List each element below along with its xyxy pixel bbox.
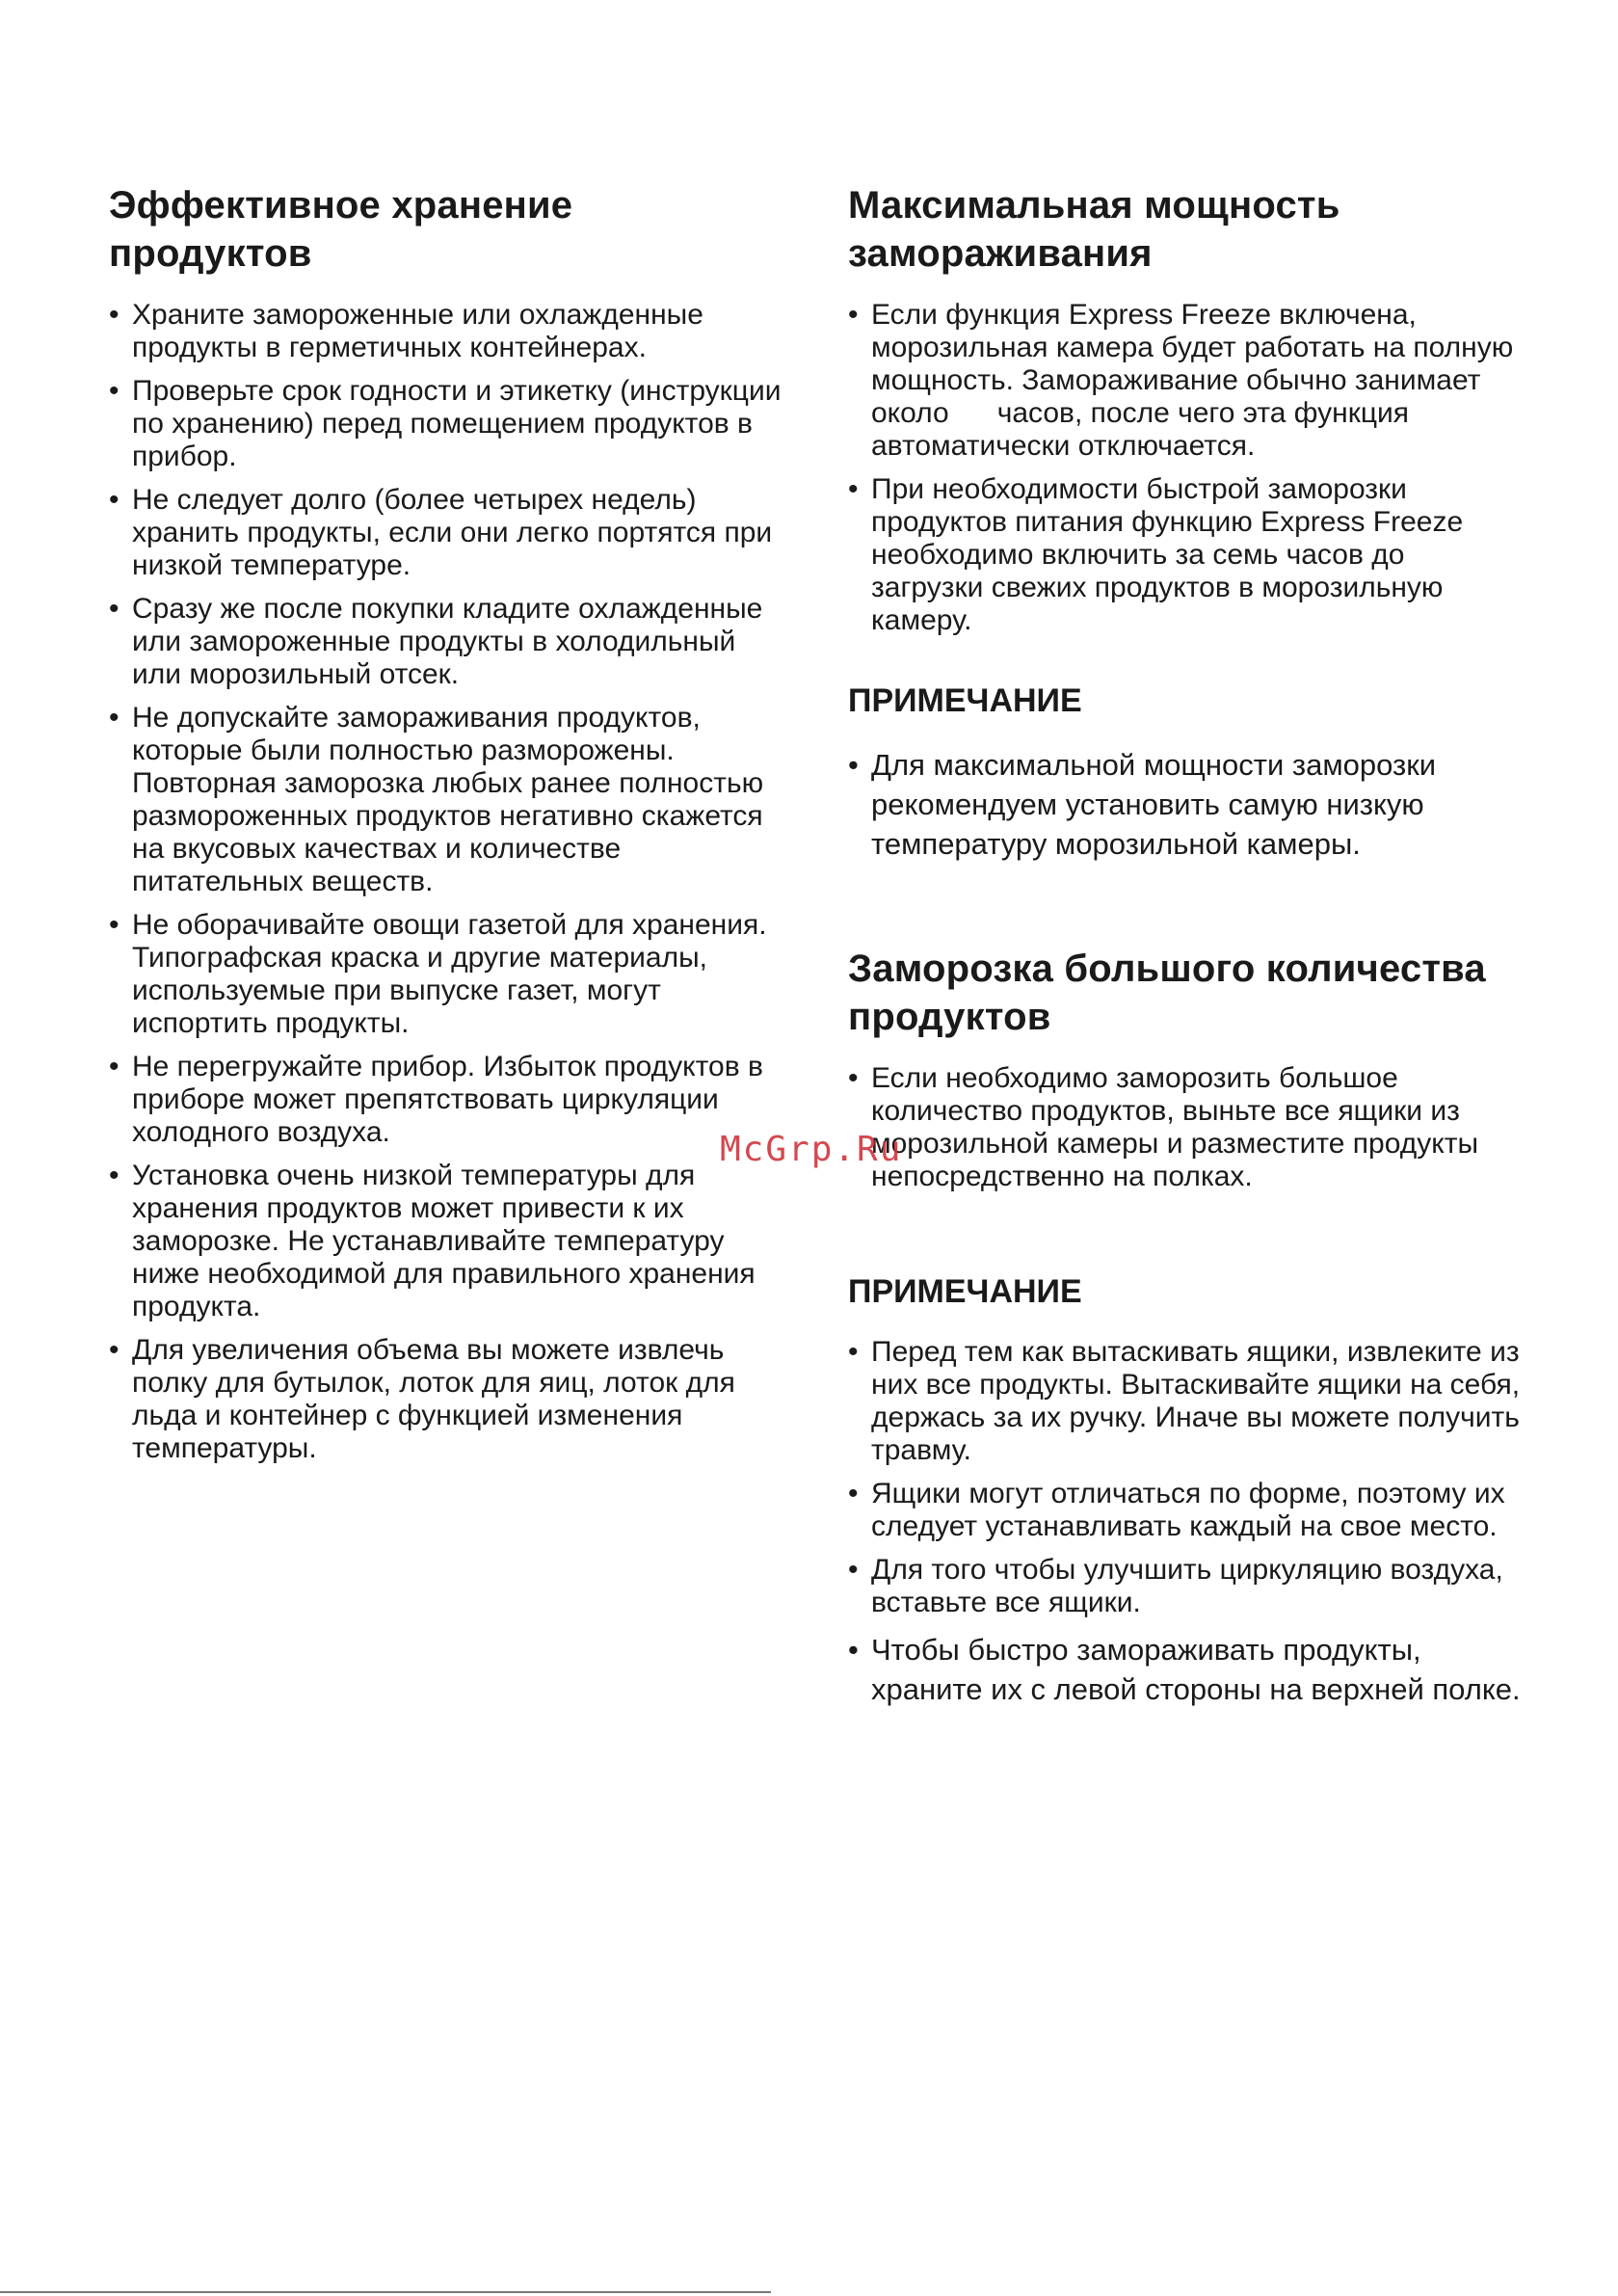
note-list xyxy=(848,745,1523,864)
footer-divider xyxy=(0,2291,771,2293)
bullet: • xyxy=(109,1051,119,1082)
bullet: • xyxy=(109,1160,119,1191)
bullet: • xyxy=(848,1062,859,1094)
list-item: • Перед тем как вытаскивать ящики, извлеките из них все продукты. Вытаскивайте ящики на себя, держась за их ручку. Иначе вы можете получить травму. xyxy=(848,1336,1521,1466)
section-title-efficient-storage: Эффективное хранение продуктов xyxy=(109,184,573,275)
list-item: • Не следует долго (более четырех недель) хранить продукты, если они легко портятся при низкой температуре. xyxy=(109,484,773,581)
list-item: • Для того чтобы улучшить циркуляцию воздуха, вставьте все ящики. xyxy=(848,1554,1503,1618)
bullet: • xyxy=(848,748,859,782)
bullet: • xyxy=(848,1633,859,1667)
list-item: • Проверьте срок годности и этикетку (инструкции по хранению) перед помещением продуктов в прибор. xyxy=(109,375,782,472)
bullet: • xyxy=(109,702,119,734)
bullet: • xyxy=(848,473,859,505)
list-item: • Ящики могут отличаться по форме, поэтому их следует устанавливать каждый на свое место. xyxy=(848,1478,1505,1542)
list-item: • Чтобы быстро замораживать продукты, храните их с левой стороны на верхней полке. xyxy=(848,1630,1523,1709)
note-title: ПРИМЕЧАНИЕ xyxy=(848,682,1082,719)
watermark: McGrp.Ru xyxy=(720,1130,903,1169)
bullet: • xyxy=(848,1336,859,1368)
bullet: • xyxy=(109,593,119,625)
bullet: • xyxy=(848,1478,859,1509)
section-title-max-freeze: Максимальная мощность замораживания xyxy=(848,184,1340,275)
left-column xyxy=(109,181,783,1476)
section-title-bulk-freeze: Заморозка большого количества продуктов xyxy=(848,948,1486,1038)
list-item: • Храните замороженные или охлажденные продукты в герметичных контейнерах. xyxy=(109,299,703,363)
right-column xyxy=(848,181,1523,1720)
list-item: • Если функция Express Freeze включена, морозильная камера будет работать на полную мощность. Замораживание обычно занимает около часов, после чего эта функция автоматически отключается. xyxy=(848,299,1522,462)
note-list xyxy=(848,1336,1523,1709)
list-item: • Не перегружайте прибор. Избыток продуктов в приборе может препятствовать циркуляции холодного воздуха. xyxy=(109,1051,763,1148)
bullet: • xyxy=(109,909,119,941)
list-item: • Если необходимо заморозить большое количество продуктов, выньте все ящики из морозильной камеры и разместите продукты непосредственно на полках. xyxy=(848,1062,1479,1192)
bullet: • xyxy=(109,299,119,331)
list-item: • Для максимальной мощности заморозки рекомендуем установить самую низкую температуру морозильной камеры. xyxy=(848,745,1523,864)
bullet: • xyxy=(848,299,859,331)
list-item: • Не оборачивайте овощи газетой для хранения. Типографская краска и другие материалы, используемые при выпуске газет, могут испортить продукты. xyxy=(109,909,767,1039)
note-title: ПРИМЕЧАНИЕ xyxy=(848,1273,1082,1310)
list-item: • Установка очень низкой температуры для хранения продуктов может привести к их заморозке. Не устанавливайте температуру ниже необходимой для правильного хранения продукта. xyxy=(109,1160,756,1322)
list-item: • При необходимости быстрой заморозки продуктов питания функцию Express Freeze необходимо включить за семь часов до загрузки свежих продуктов в морозильную камеру. xyxy=(848,473,1464,636)
bullet: • xyxy=(109,484,119,516)
list-item: • Сразу же после покупки кладите охлажденные или замороженные продукты в холодильный или морозильный отсек. xyxy=(109,593,763,690)
efficient-storage-list xyxy=(109,299,783,1465)
bullet: • xyxy=(109,1334,119,1366)
bullet: • xyxy=(109,375,119,407)
list-item: • Не допускайте замораживания продуктов, которые были полностью разморожены. Повторная заморозка любых ранее полностью размороженных продуктов негативно скажется на вкусовых качествах и количестве питательных веществ. xyxy=(109,702,764,897)
bulk-freeze-list xyxy=(848,1062,1523,1193)
list-item: • Для увеличения объема вы можете извлечь полку для бутылок, лоток для яиц, лоток для льда и контейнер с функцией изменения температуры. xyxy=(109,1334,735,1464)
max-freeze-list xyxy=(848,299,1523,637)
bullet: • xyxy=(848,1554,859,1586)
